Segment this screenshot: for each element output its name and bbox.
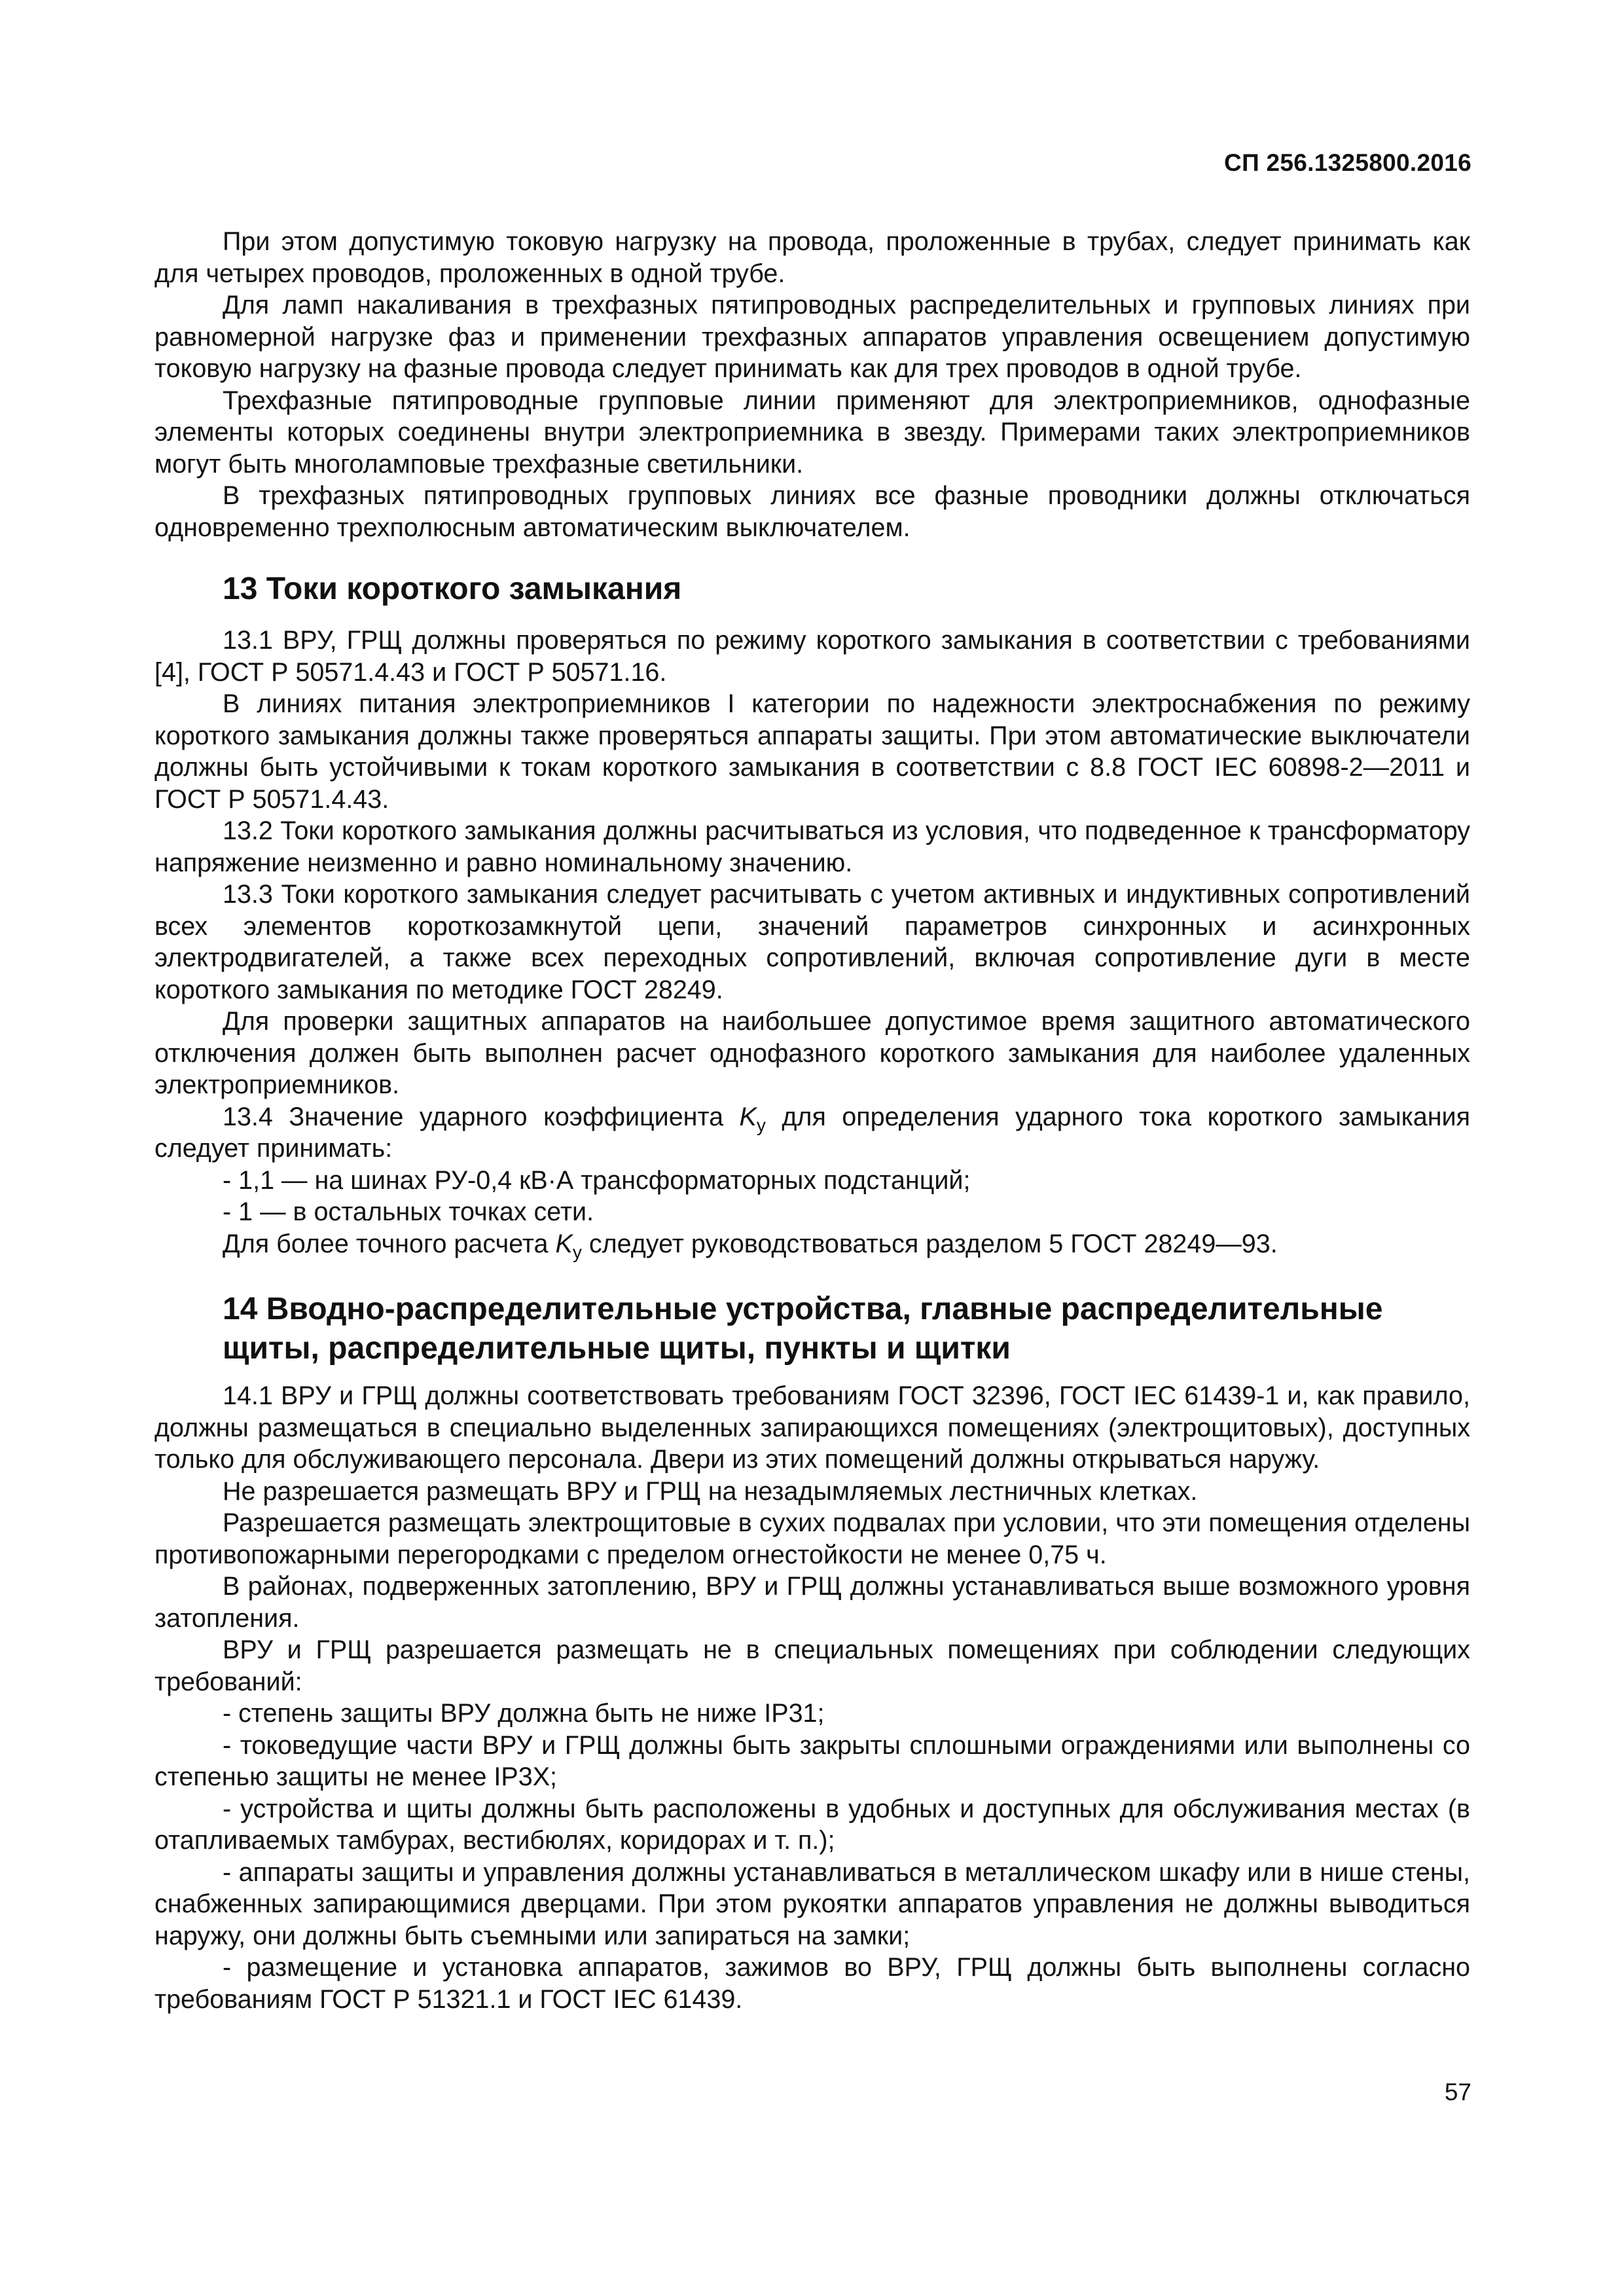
paragraph: Для ламп накаливания в трехфазных пятипроводных распределительных и групповых линиях при равномерной нагрузке фаз и применении трехфазных аппаратов управления освещением допустимую токовую нагрузку на фазные провода следует принимать как для трех проводов в одной трубе.	[154, 291, 1470, 383]
text-run: для определения ударного тока короткого замыкания следует принимать:	[154, 1102, 1470, 1163]
list-item: - аппараты защиты и управления должны устанавливаться в металлическом шкафу или в нише стены, снабженных запирающимися дверцами. При этом рукоятки аппаратов управления не должны выводиться наружу, они должны быть съемными или запираться на замки;	[154, 1857, 1470, 1950]
coefficient-symbol: K	[555, 1229, 573, 1258]
paragraph: 13.3 Токи короткого замыкания следует расчитывать с учетом активных и индуктивных сопротивлений всех элементов короткозамкнутой цепи, значений параметров синхронных и асинхронных электродвигателей, а также всех переходных сопротивлений, включая сопротивление дуги в месте короткого замыкания по методике ГОСТ 28249.	[154, 880, 1470, 1004]
paragraph: Трехфазные пятипроводные групповые линии применяют для электроприемников, однофазные элементы которых соединены внутри электроприемника в звезду. Примерами таких электроприемников могут быть многоламповые трехфазные светильники.	[154, 386, 1470, 479]
list-item: - устройства и щиты должны быть расположены в удобных и доступных для обслуживания местах (в отапливаемых тамбурах, вестибюлях, коридорах и т. п.);	[154, 1794, 1470, 1855]
list-item: - токоведущие части ВРУ и ГРЩ должны быть закрыты сплошными ограждениями или выполнены со степенью защиты не менее IP3X;	[154, 1730, 1470, 1791]
section-13-heading: 13 Токи короткого замыкания	[223, 572, 682, 606]
paragraph: ВРУ и ГРЩ разрешается размещать не в специальных помещениях при соблюдении следующих требований:	[154, 1635, 1470, 1696]
paragraph: В районах, подверженных затоплению, ВРУ и ГРЩ должны устанавливаться выше возможного уровня затопления.	[154, 1572, 1470, 1633]
paragraph: Разрешается размещать электрощитовые в сухих подвалах при условии, что эти помещения отделены противопожарными перегородками с пределом огнестойкости не менее 0,75 ч.	[154, 1508, 1470, 1569]
paragraph: В трехфазных пятипроводных групповых линиях все фазные проводники должны отключаться одновременно трехполюсным автоматическим выключателем.	[154, 481, 1470, 542]
text-run: Для более точного расчета	[223, 1229, 556, 1258]
paragraph: 14.1 ВРУ и ГРЩ должны соответствовать требованиям ГОСТ 32396, ГОСТ IEC 61439-1 и, как правило, должны размещаться в специально выделенных запирающихся помещениях (электрощитовых), доступных только для обслуживающего персонала. Двери из этих помещений должны открываться наружу.	[154, 1381, 1470, 1474]
coefficient-subscript: у	[572, 1241, 582, 1262]
paragraph: При этом допустимую токовую нагрузку на провода, проложенные в трубах, следует принимать как для четырех проводов, проложенных в одной трубе.	[154, 227, 1470, 288]
list-item: - степень защиты ВРУ должна быть не ниже IP31;	[223, 1699, 825, 1728]
paragraph: В линиях питания электроприемников I категории по надежности электроснабжения по режиму короткого замыкания должны также проверяться аппараты защиты. При этом автоматические выключатели должны быть устойчивыми к токам короткого замыкания в соответствии с 8.8 ГОСТ IEC 60898-2—2011 и ГОСТ Р 50571.4.43.	[154, 689, 1470, 814]
coefficient-symbol: K	[739, 1102, 757, 1131]
text-run: 13.4 Значение ударного коэффициента	[223, 1102, 740, 1131]
section-14-heading: 14 Вводно-распределительные устройства, главные распределительные щиты, распределительные щиты, пункты и щитки	[223, 1292, 1383, 1366]
paragraph: Для проверки защитных аппаратов на наибольшее допустимое время защитного автоматического отключения должен быть выполнен расчет однофазного короткого замыкания для наиболее удаленных электроприемников.	[154, 1007, 1470, 1099]
list-item: - 1,1 — на шинах РУ-0,4 кВ·А трансформаторных подстанций;	[223, 1165, 971, 1195]
coefficient-subscript: у	[756, 1114, 766, 1135]
paragraph: Не разрешается размещать ВРУ и ГРЩ на незадымляемых лестничных клетках.	[223, 1476, 1198, 1506]
page-number: 57	[1444, 2079, 1471, 2105]
page-body	[154, 226, 1470, 2015]
document-code-header: СП 256.1325800.2016	[1224, 149, 1471, 176]
paragraph-final-13	[154, 1228, 1470, 1260]
list-item: - размещение и установка аппаратов, зажимов во ВРУ, ГРЩ должны быть выполнены согласно требованиям ГОСТ Р 51321.1 и ГОСТ IEC 61439.	[154, 1953, 1470, 2014]
text-run: следует руководствоваться разделом 5 ГОСТ 28249—93.	[581, 1229, 1278, 1258]
list-item: - 1 — в остальных точках сети.	[223, 1197, 594, 1226]
paragraph-13-4	[154, 1101, 1470, 1165]
paragraph: 13.2 Токи короткого замыкания должны расчитываться из условия, что подведенное к трансформатору напряжение неизменно и равно номинальному значению.	[154, 816, 1470, 877]
paragraph: 13.1 ВРУ, ГРЩ должны проверяться по режиму короткого замыкания в соответствии с требованиями [4], ГОСТ Р 50571.4.43 и ГОСТ Р 50571.16.	[154, 626, 1470, 687]
